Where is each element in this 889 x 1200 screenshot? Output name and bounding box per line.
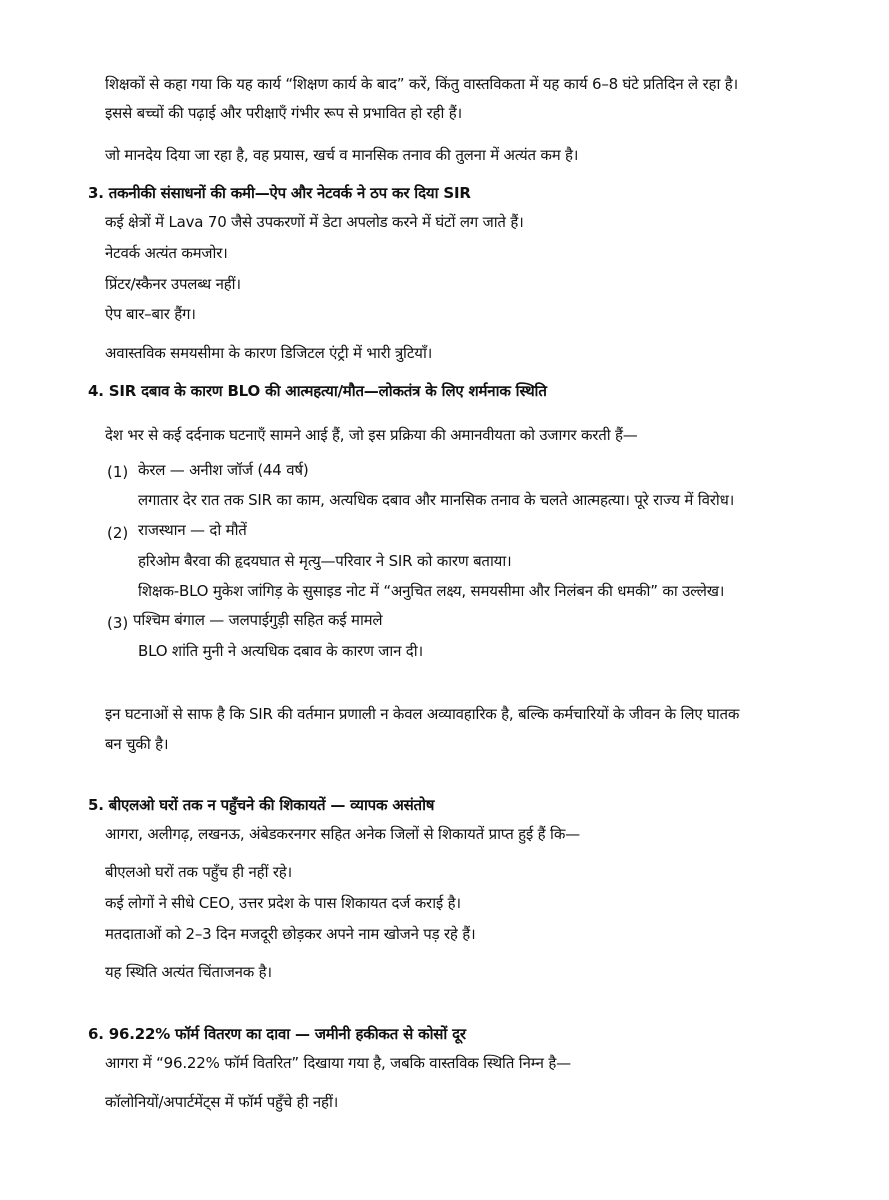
section-3-line-4: ऐप बार–बार हैंग। [105, 305, 196, 323]
section-6-line-1: आगरा में “96.22% फॉर्म वितरित” दिखाया गया है, जबकि वास्तविक स्थिति निम्न है— [105, 1054, 571, 1072]
incident-rajasthan-detail-1: हरिओम बैरवा की हृदयघात से मृत्यु—परिवार ने SIR को कारण बताया। [138, 552, 512, 570]
incident-west-bengal-title: पश्चिम बंगाल — जलपाईगुड़ी सहित कई मामले [133, 611, 383, 629]
section-5-line-4: यह स्थिति अत्यंत चिंताजनक है। [105, 963, 272, 981]
section-3-line-1: कई क्षेत्रों में Lava 70 जैसे उपकरणों में डेटा अपलोड करने में घंटों लग जाते हैं। [105, 213, 524, 231]
incident-kerala-detail: लगातार देर रात तक SIR का काम, अत्यधिक दबाव और मानसिक तनाव के चलते आत्महत्या। पूरे राज्य में विरोध। [138, 491, 735, 509]
section-3-heading: 3. तकनीकी संसाधनों की कमी—ऐप और नेटवर्क ने ठप कर दिया SIR [88, 184, 471, 202]
section-5-heading: 5. बीएलओ घरों तक न पहुँचने की शिकायतें — व्यापक असंतोष [88, 796, 435, 814]
incident-kerala-title: केरल — अनीश जॉर्ज (44 वर्ष) [138, 461, 309, 479]
incident-west-bengal-detail: BLO शांति मुनी ने अत्यधिक दबाव के कारण जान दी। [138, 642, 423, 660]
section-3-line-3: प्रिंटर/स्कैनर उपलब्ध नहीं। [105, 275, 241, 293]
section-4-intro: देश भर से कई दर्दनाक घटनाएँ सामने आई हैं, जो इस प्रक्रिया की अमानवीयता को उजागर करती हैं— [105, 426, 638, 444]
section-4-conclusion-line-2: बन चुकी है। [105, 735, 169, 753]
section-5-line-2: कई लोगों ने सीधे CEO, उत्तर प्रदेश के पास शिकायत दर्ज कराई है। [105, 894, 461, 912]
incident-rajasthan-detail-2: शिक्षक-BLO मुकेश जांगिड़ के सुसाइड नोट में “अनुचित लक्ष्य, समयसीमा और निलंबन की धमकी” का उल्लेख। [138, 582, 725, 600]
honorarium-paragraph: जो मानदेय दिया जा रहा है, वह प्रयास, खर्च व मानसिक तनाव की तुलना में अत्यंत कम है। [105, 146, 579, 164]
section-5-line-1: बीएलओ घरों तक पहुँच ही नहीं रहे। [105, 863, 293, 881]
incident-rajasthan-title: राजस्थान — दो मौतें [138, 521, 247, 539]
list-number-2: (2) [107, 524, 129, 542]
intro-paragraph-line-2: इससे बच्चों की पढ़ाई और परीक्षाएँ गंभीर रूप से प्रभावित हो रही हैं। [105, 104, 463, 122]
section-5-intro: आगरा, अलीगढ़, लखनऊ, अंबेडकरनगर सहित अनेक जिलों से शिकायतें प्राप्त हुई हैं कि— [105, 825, 580, 843]
section-4-conclusion-line-1: इन घटनाओं से साफ है कि SIR की वर्तमान प्रणाली न केवल अव्यावहारिक है, बल्कि कर्मचारियों के जीवन के लिए घातक [105, 705, 740, 723]
list-number-3: (3) [107, 614, 129, 632]
intro-paragraph-line-1: शिक्षकों से कहा गया कि यह कार्य “शिक्षण कार्य के बाद” करें, किंतु वास्तविकता में यह कार्य 6–8 घंटे प्रतिदिन ले रहा है। [105, 75, 738, 93]
section-3-line-5: अवास्तविक समयसीमा के कारण डिजिटल एंट्री में भारी त्रुटियाँ। [105, 344, 433, 362]
section-5-line-3: मतदाताओं को 2–3 दिन मजदूरी छोड़कर अपने नाम खोजने पड़ रहे हैं। [105, 925, 476, 943]
section-3-line-2: नेटवर्क अत्यंत कमजोर। [105, 244, 228, 262]
section-6-line-2: कॉलोनियों/अपार्टमेंट्स में फॉर्म पहुँचे ही नहीं। [105, 1093, 339, 1111]
section-4-heading: 4. SIR दबाव के कारण BLO की आत्महत्या/मौत—लोकतंत्र के लिए शर्मनाक स्थिति [88, 382, 547, 400]
list-number-1: (1) [107, 463, 129, 481]
section-6-heading: 6. 96.22% फॉर्म वितरण का दावा — जमीनी हकीकत से कोसों दूर [88, 1025, 466, 1043]
